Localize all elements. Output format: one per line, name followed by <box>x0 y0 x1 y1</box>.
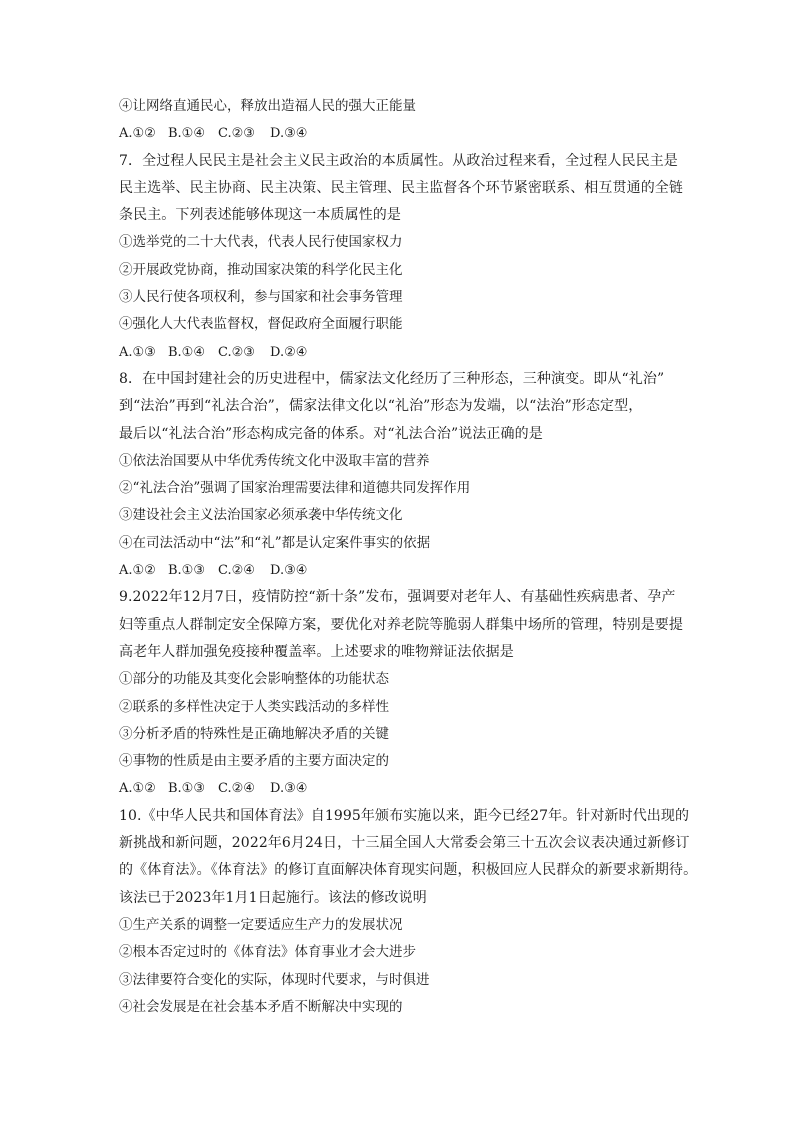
option-line: ③分析矛盾的特殊性是正确地解决矛盾的关键 <box>119 725 389 742</box>
stem-line: 7．全过程人民民主是社会主义民主政治的本质属性。从政治过程来看，全过程人民民主是 <box>119 152 678 169</box>
choice-b: B.①③ <box>168 563 205 579</box>
answer-choices <box>119 557 679 584</box>
question-8 <box>119 366 679 584</box>
stem-line: 9.2022年12月7日，疫情防控“新十条”发布，强调要对老年人、有基础性疾病患者、孕产 <box>119 589 676 606</box>
stem-line: 民主选举、民主协商、民主决策、民主管理、民主监督各个环节紧密联系、相互贯通的全链 <box>119 179 683 196</box>
stem-line: 到“法治”再到“礼法合治”，儒家法律文化以“礼治”形态为发端，以“法治”形态定型， <box>119 398 643 415</box>
choice-d: D.③④ <box>270 126 308 142</box>
choice-c: C.②④ <box>218 781 255 797</box>
option-line: ③人民行使各项权利，参与国家和社会事务管理 <box>119 289 403 306</box>
stem-line: 该法已于2023年1月1日起施行。该法的修改说明 <box>119 889 427 906</box>
choice-c: C.②③ <box>218 344 255 360</box>
answer-choices <box>119 339 679 366</box>
choice-a: A.①③ <box>119 344 156 360</box>
question-stem <box>119 366 679 448</box>
option-line: ②根本否定过时的《体育法》体育事业才会大进步 <box>119 944 416 961</box>
option-line: ②联系的多样性决定于人类实践活动的多样性 <box>119 698 389 715</box>
question-stem <box>119 803 698 912</box>
option-line: ④让网络直通民心，释放出造福人民的强大正能量 <box>119 98 416 114</box>
stem-line: 条民主。下列表述能够体现这一本质属性的是 <box>119 207 401 224</box>
stem-line: 妇等重点人群制定安全保障方案，要优化对养老院等脆弱人群集中场所的管理，特别是要提 <box>119 616 683 633</box>
option-line: ④事物的性质是由主要矛盾的主要方面决定的 <box>119 753 389 770</box>
answer-choices <box>119 775 679 802</box>
question-10 <box>119 803 698 1021</box>
option-line: ②开展政党协商，推动国家决策的科学化民主化 <box>119 261 403 278</box>
option-line: ④社会发展是在社会基本矛盾不断解决中实现的 <box>119 998 403 1015</box>
stem-line: 的《体育法》。《体育法》的修订直面解决体育现实问题，积极回应人民群众的新要求新期待。 <box>119 862 698 879</box>
option-line: ④强化人大代表监督权，督促政府全面履行职能 <box>119 316 403 333</box>
option-line: ①生产关系的调整一定要适应生产力的发展状况 <box>119 916 403 933</box>
stem-line: 8．在中国封建社会的历史进程中，儒家法文化经历了三种形态，三种演变。即从“礼治” <box>119 370 665 387</box>
choice-a: A.①② <box>119 126 156 142</box>
question-6-continued <box>119 93 679 148</box>
choice-d: D.②④ <box>270 344 308 360</box>
stem-line: 最后以“礼法合治”形态构成完备的体系。对“礼法合治”说法正确的是 <box>119 425 543 442</box>
option-line: ①选举党的二十大代表，代表人民行使国家权力 <box>119 234 403 251</box>
option-line: ③法律要符合变化的实际，体现时代要求，与时俱进 <box>119 971 430 988</box>
choice-b: B.①③ <box>168 781 205 797</box>
choice-d: D.③④ <box>270 563 308 579</box>
question-stem <box>119 584 683 666</box>
question-7 <box>119 148 683 366</box>
choice-a: A.①② <box>119 781 156 797</box>
exam-page <box>119 93 698 1021</box>
choice-b: B.①④ <box>168 126 205 142</box>
option-line: ①部分的功能及其变化会影响整体的功能状态 <box>119 671 389 688</box>
choice-a: A.①② <box>119 563 156 579</box>
option-line: ②“礼法合治”强调了国家治理需要法律和道德共同发挥作用 <box>119 480 471 497</box>
question-stem <box>119 148 683 230</box>
option-line: ①依法治国要从中华优秀传统文化中汲取丰富的营养 <box>119 452 430 469</box>
choice-b: B.①④ <box>168 344 205 360</box>
option-line: ③建设社会主义法治国家必须承袭中华传统文化 <box>119 507 403 524</box>
answer-choices <box>119 120 679 147</box>
question-9 <box>119 584 683 802</box>
choice-c: C.②③ <box>218 126 255 142</box>
choice-c: C.②④ <box>218 563 255 579</box>
stem-line: 高老年人群加强免疫接种覆盖率。上述要求的唯物辩证法依据是 <box>119 643 514 660</box>
option-line: ④在司法活动中“法”和“礼”都是认定案件事实的依据 <box>119 534 431 551</box>
stem-line: 新挑战和新问题，2022年6月24日，十三届全国人大常委会第三十五次会议表决通过新修订 <box>119 835 690 852</box>
stem-line: 10.《中华人民共和国体育法》自1995年颁布实施以来，距今已经27年。针对新时代出现的 <box>119 807 690 824</box>
choice-d: D.③④ <box>270 781 308 797</box>
